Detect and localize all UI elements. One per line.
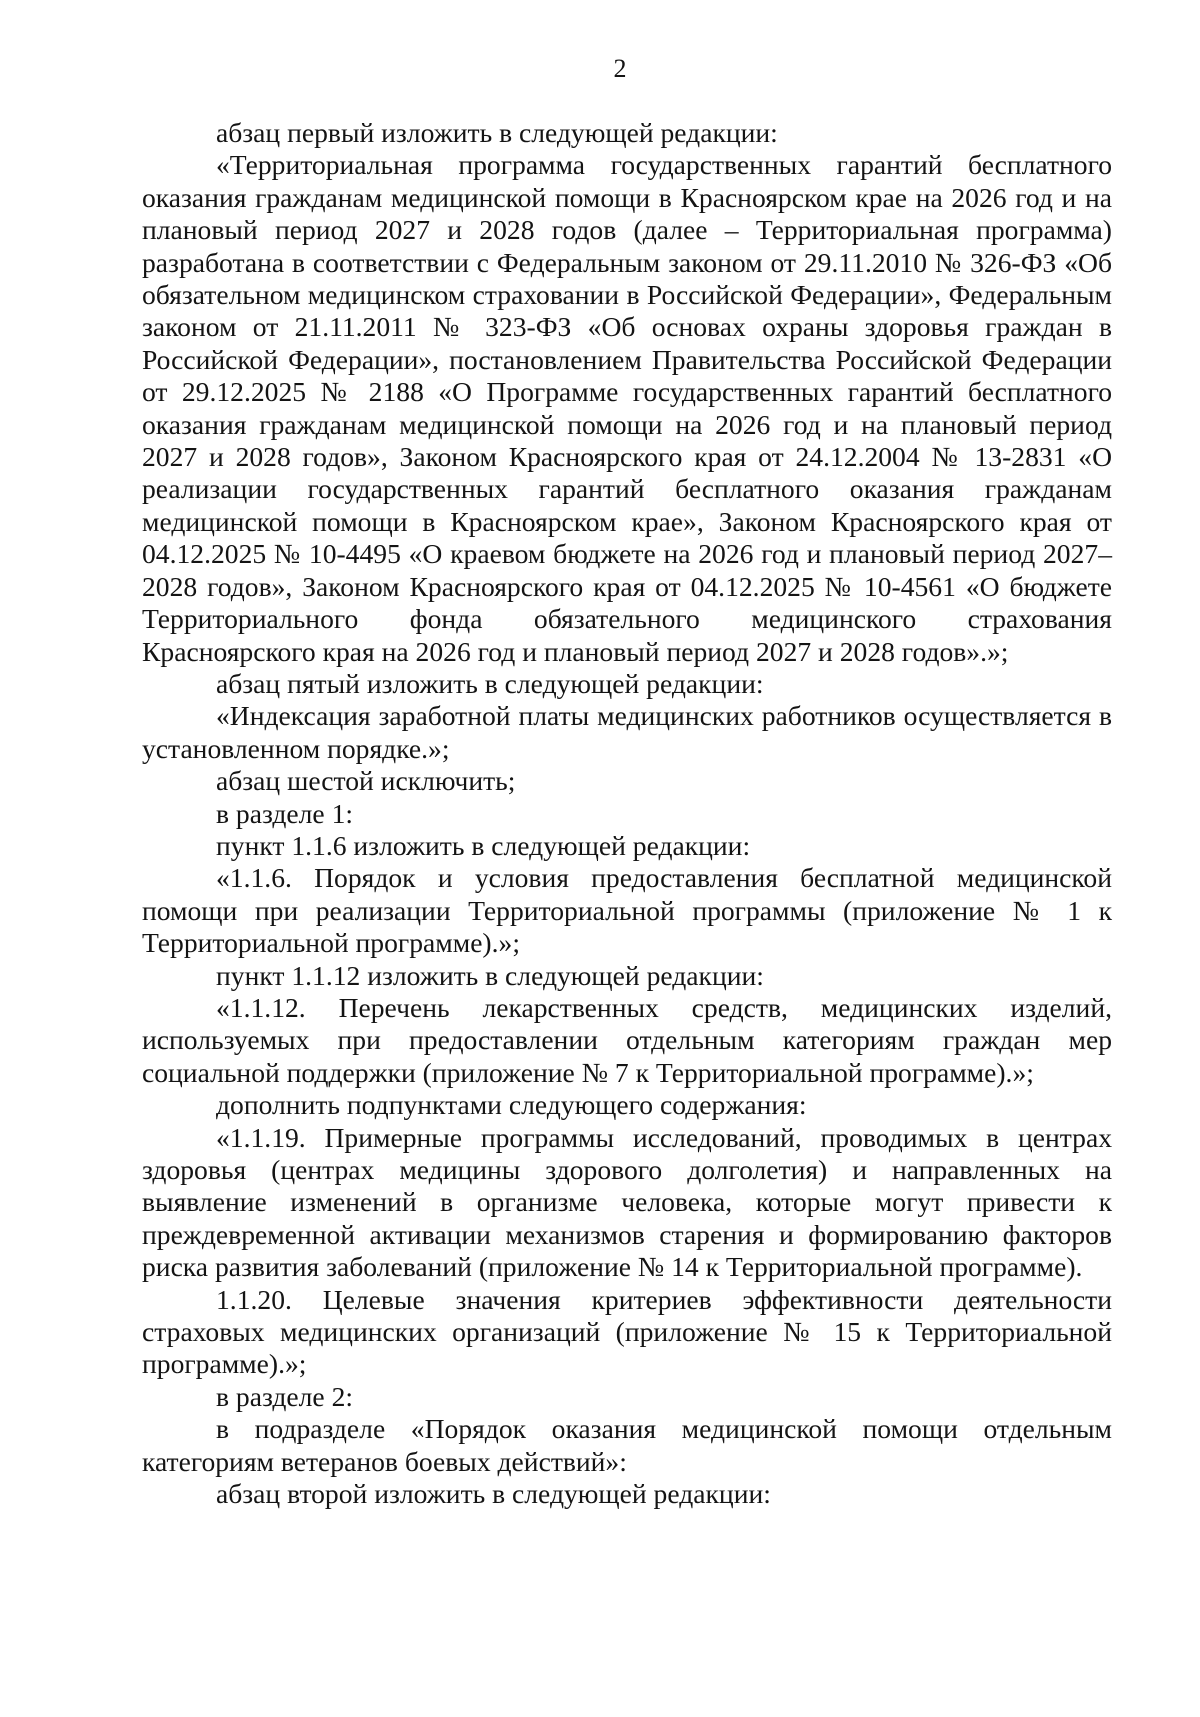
- paragraph-15: в подразделе «Порядок оказания медицинской помощи отдельным категориям ветеранов боевых действий»:: [142, 1413, 1112, 1477]
- paragraph-6: в разделе 1:: [216, 797, 354, 829]
- paragraph-14: в разделе 2:: [216, 1380, 354, 1412]
- paragraph-4: «Индексация заработной платы медицинских работников осуществляется в установленном порядке.»;: [142, 700, 1112, 764]
- paragraph-5: абзац шестой исключить;: [216, 765, 516, 797]
- paragraph-12: «1.1.19. Примерные программы исследований, проводимых в центрах здоровья (центрах медицины здорового долголетия) и направленных на выявление изменений в организме человека, которые могут привести к преждевременной активации механизмов старения и формированию факторов риска развития заболеваний (приложение № 14 к Территориальной программе).: [142, 1121, 1112, 1283]
- paragraph-16: абзац второй изложить в следующей редакции:: [216, 1478, 771, 1510]
- paragraph-8: «1.1.6. Порядок и условия предоставления бесплатной медицинской помощи при реализации Территориальной программы (приложение № 1 к Территориальной программе).»;: [142, 862, 1112, 959]
- paragraph-2: «Территориальная программа государственных гарантий бесплатного оказания гражданам медицинской помощи в Красноярском крае на 2026 год и на плановый период 2027 и 2028 годов (далее – Территориальная программа) разработана в соответствии с Федеральным законом от 29.11.2010 № 326-ФЗ «Об обязательном медицинском страховании в Российской Федерации», Федеральным законом от 21.11.2011 № 323-ФЗ «Об основах охраны здоровья граждан в Российской Федерации», постановлением Правительства Российской Федерации от 29.12.2025 № 2188 «О Программе государственных гарантий бесплатного оказания гражданам медицинской помощи на 2026 год и на плановый период 2027 и 2028 годов», Законом Красноярского края от 24.12.2004 № 13-2831 «О реализации государственных гарантий бесплатного оказания гражданам медицинской помощи в Красноярском крае», Законом Красноярского края от 04.12.2025 № 10-4495 «О краевом бюджете на 2026 год и плановый период 2027–2028 годов», Законом Красноярского края от 04.12.2025 № 10-4561 «О бюджете Территориального фонда обязательного медицинского страхования Красноярского края на 2026 год и плановый период 2027 и 2028 годов».»;: [142, 149, 1112, 667]
- paragraph-1: абзац первый изложить в следующей редакции:: [216, 117, 778, 148]
- paragraph-3: абзац пятый изложить в следующей редакции:: [216, 667, 764, 699]
- paragraph-9: пункт 1.1.12 изложить в следующей редакции:: [216, 959, 764, 991]
- paragraph-13: 1.1.20. Целевые значения критериев эффективности деятельности страховых медицинских организаций (приложение № 15 к Территориальной программе).»;: [142, 1283, 1112, 1380]
- document-body: [142, 117, 1112, 1510]
- paragraph-7: пункт 1.1.6 изложить в следующей редакции:: [216, 829, 751, 861]
- page-number: 2: [613, 54, 627, 83]
- paragraph-10: «1.1.12. Перечень лекарственных средств, медицинских изделий, используемых при предоставлении отдельным категориям граждан мер социальной поддержки (приложение № 7 к Территориальной программе).»;: [142, 991, 1112, 1088]
- paragraph-11: дополнить подпунктами следующего содержания:: [216, 1089, 807, 1121]
